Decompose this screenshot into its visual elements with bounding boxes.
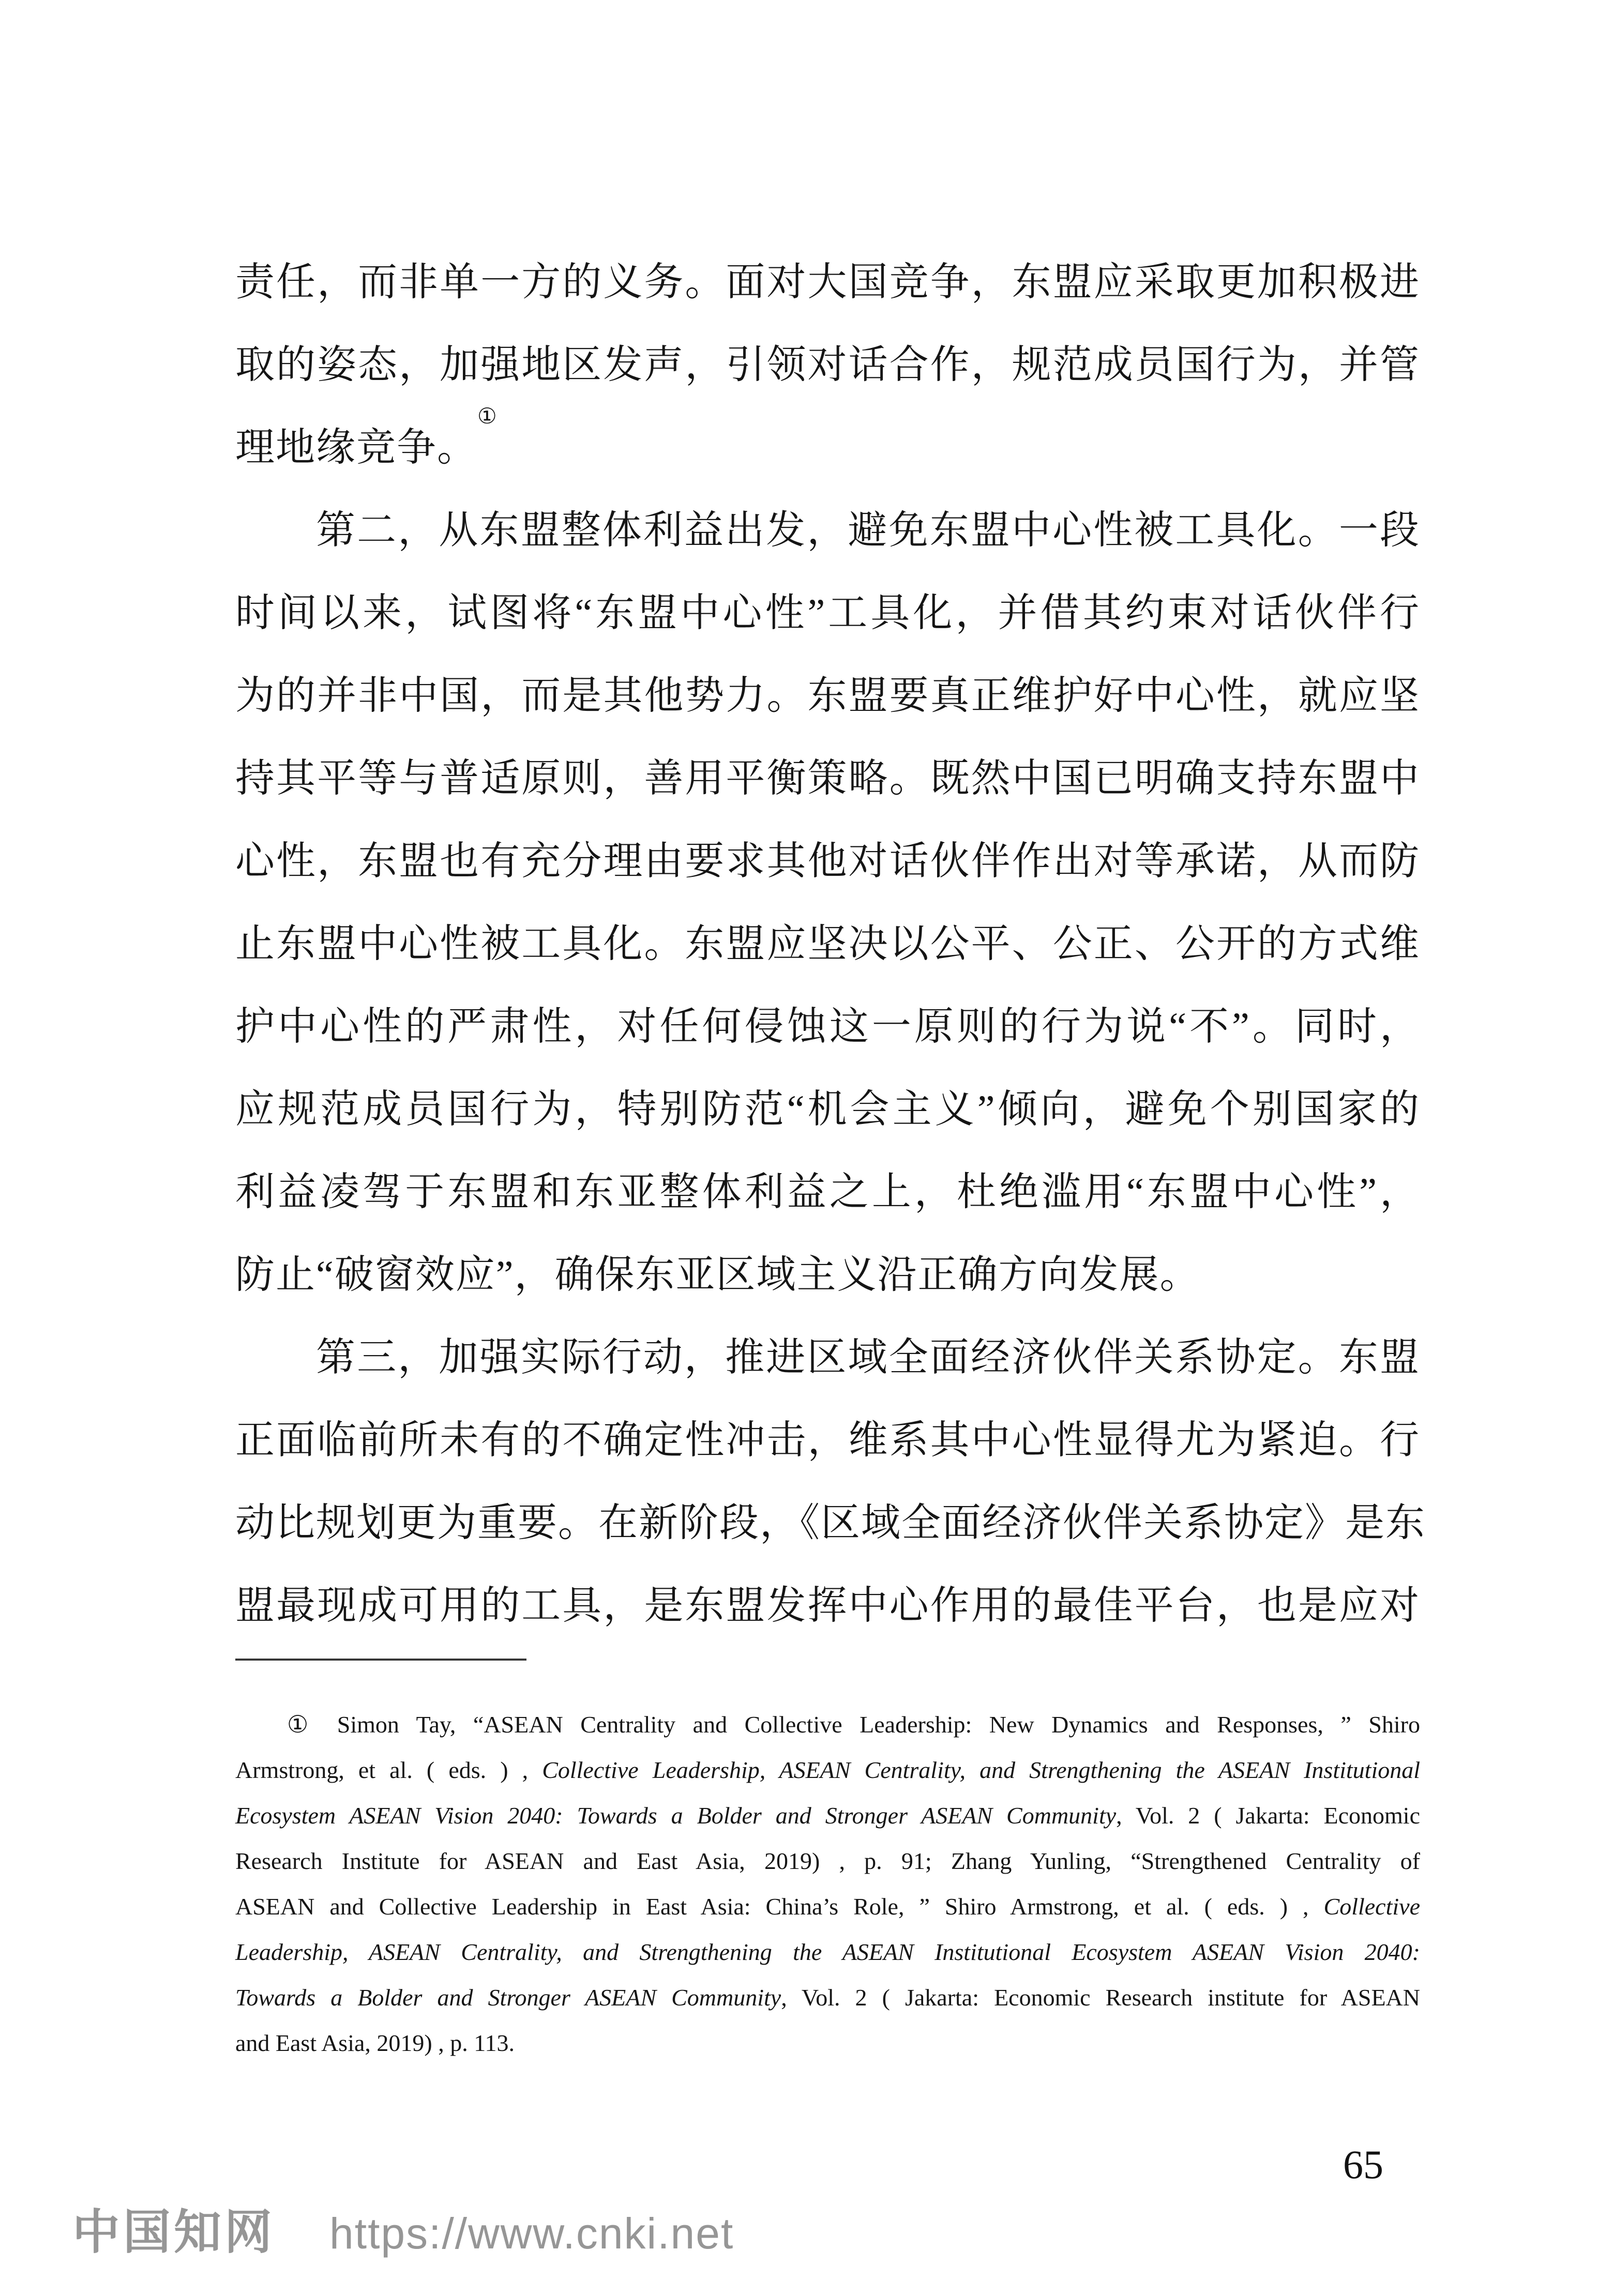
footnote-reference-marker: ① xyxy=(477,405,497,429)
cnki-logo-text: 中国知网 xyxy=(72,2206,276,2259)
footnote-line: ASEAN and Collective Leadership in East Asia: China’s Role, ” Shiro Armstrong, et al. ( eds. ) , Collective xyxy=(235,1893,1420,1920)
body-line: 盟最现成可用的工具，是东盟发挥中心作用的最佳平台，也是应对 xyxy=(235,1584,1420,1628)
body-line: 利益凌驾于东盟和东亚整体利益之上，杜绝滥用“东盟中心性”， xyxy=(235,1170,1420,1214)
body-line: 防止“破窗效应”，确保东亚区域主义沿正确方向发展。 xyxy=(235,1253,1200,1297)
body-line: 止东盟中心性被工具化。东盟应坚决以公平、公正、公开的方式维 xyxy=(235,922,1420,966)
footnote-line: Research Institute for ASEAN and East Asia, 2019) , p. 91; Zhang Yunling, “Strengthened Centrality of xyxy=(235,1848,1420,1874)
body-line xyxy=(235,406,1420,489)
body-line: 责任，而非单一方的义务。面对大国竞争，东盟应采取更加积极进 xyxy=(235,261,1420,304)
footnote-line: Towards a Bolder and Stronger ASEAN Community, Vol. 2 ( Jakarta: Economic Research institute for ASEAN xyxy=(235,1984,1421,2011)
body-line: 正面临前所未有的不确定性冲击，维系其中心性显得尤为紧迫。行 xyxy=(235,1419,1420,1462)
footnote-line: ① Simon Tay, “ASEAN Centrality and Collective Leadership: New Dynamics and Responses, ” Shiro xyxy=(287,1711,1420,1738)
footnote-divider xyxy=(235,1659,526,1661)
body-line: 第三，加强实际行动，推进区域全面经济伙伴关系协定。东盟 xyxy=(316,1336,1420,1379)
footnote-line: and East Asia, 2019) , p. 113. xyxy=(235,2030,515,2056)
body-line: 动比规划更为重要。在新阶段，《区域全面经济伙伴关系协定》是东 xyxy=(235,1501,1426,1545)
body-line: 第二，从东盟整体利益出发，避免东盟中心性被工具化。一段 xyxy=(316,509,1420,552)
body-line: 心性，东盟也有充分理由要求其他对话伙伴作出对等承诺，从而防 xyxy=(235,840,1420,883)
body-line-text: 理地缘竞争。 xyxy=(235,426,477,469)
body-line: 应规范成员国行为，特别防范“机会主义”倾向，避免个别国家的 xyxy=(235,1088,1420,1131)
cnki-url: https://www.cnki.net xyxy=(329,2209,734,2258)
paragraph xyxy=(235,241,1420,489)
paragraph xyxy=(235,1316,1426,1647)
footnote-line: Leadership, ASEAN Centrality, and Strengthening the ASEAN Institutional Ecosystem ASEAN Vision 2040: xyxy=(235,1939,1420,1965)
page-number: 65 xyxy=(1343,2142,1383,2187)
body-line: 时间以来，试图将“东盟中心性”工具化，并借其约束对话伙伴行 xyxy=(235,591,1420,635)
body-line: 取的姿态，加强地区发声，引领对话合作，规范成员国行为，并管 xyxy=(235,343,1420,387)
footnote-line: Ecosystem ASEAN Vision 2040: Towards a Bolder and Stronger ASEAN Community, Vol. 2 ( Jakarta: Economic xyxy=(235,1802,1420,1829)
footnote-block xyxy=(235,1702,1420,2066)
footnote-line: Armstrong, et al. ( eds. ) , Collective Leadership, ASEAN Centrality, and Strengthening the ASEAN Institutional xyxy=(235,1757,1421,1783)
body-line: 持其平等与普适原则，善用平衡策略。既然中国已明确支持东盟中 xyxy=(235,757,1420,800)
cnki-watermark xyxy=(72,2194,734,2262)
paragraph xyxy=(235,489,1420,1316)
article-body xyxy=(235,241,1426,1647)
body-line: 护中心性的严肃性，对任何侵蚀这一原则的行为说“不”。同时， xyxy=(235,1005,1420,1048)
body-line: 为的并非中国，而是其他势力。东盟要真正维护好中心性，就应坚 xyxy=(235,674,1420,718)
